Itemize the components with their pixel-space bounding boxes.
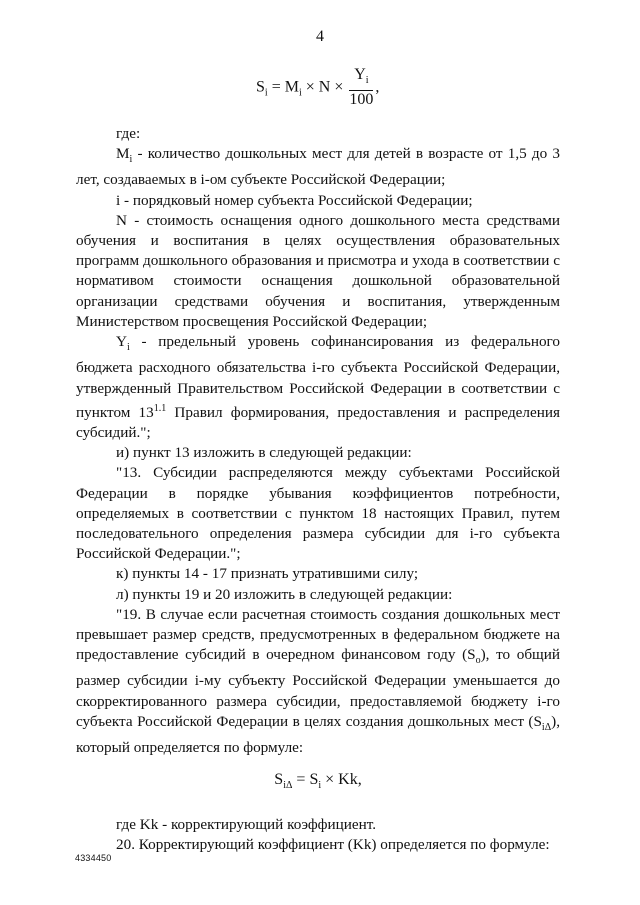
formula-si-m-sub: i bbox=[298, 87, 302, 99]
fraction-denominator: 100 bbox=[349, 91, 374, 109]
formula-si-lhs-sub: i bbox=[264, 87, 268, 99]
formula-si-tail: , bbox=[375, 78, 380, 96]
paragraph-13: "13. Субсидии распределяются между субъектами Российской Федерации в порядке убывания коэффициентов потребности, определяемых в соответствии с пунктом 18 настоящих Правил, путем последовательного определения размера субсидии для i-го субъекта Российской Федерации."; bbox=[76, 464, 560, 563]
formula-sid: $S_{i\Delta} = S_i \times Kk$, bbox=[274, 771, 362, 792]
item-l: л) пункты 19 и 20 изложить в следующей редакции: bbox=[116, 585, 453, 603]
kk-definition: где Kk - корректирующий коэффициент. bbox=[116, 815, 377, 833]
formula-si-times-2: × bbox=[334, 78, 344, 96]
formula-si-n: N bbox=[318, 78, 331, 96]
definition-yi: $Y_i$ - предельный уровень софинансирования из федерального бюджета расходного обязательства i-го субъекта Российской Федерации, утвержденный Правительством Российской Федерации в соответствии с пунктом $13^{1.1}$ Правил формирования, предоставления и распределения субсидий."; bbox=[76, 333, 560, 441]
document-code: 4334450 bbox=[75, 853, 112, 863]
paragraph-20: 20. Корректирующий коэффициент (Kk) определяется по формуле: bbox=[116, 835, 550, 853]
item-k: к) пункты 14 - 17 признать утратившими силу; bbox=[116, 565, 419, 583]
formula-si bbox=[256, 66, 379, 109]
definition-i: i - порядковый номер субъекта Российской Федерации; bbox=[116, 191, 473, 209]
document-body bbox=[76, 124, 560, 855]
formula-si-lhs: S bbox=[256, 78, 265, 96]
where-label: где: bbox=[116, 125, 141, 142]
item-i: и) пункт 13 изложить в следующей редакции: bbox=[116, 444, 412, 462]
formula-si-eq: = bbox=[271, 78, 281, 96]
definition-n: N - стоимость оснащения одного дошкольного места средствами обучения и воспитания в целях осуществления образовательных программ дошкольного образования и присмотра и ухода в соответствии с нормативом стоимости оснащения дошкольной образовательной организации средствами обучения и воспитания, утвержденным Министерством просвещения Российской Федерации; bbox=[76, 211, 560, 330]
page-number: 4 bbox=[316, 28, 324, 45]
formula-si-fraction bbox=[349, 66, 373, 109]
paragraph-19: "19. В случае если расчетная стоимость создания дошкольных мест превышает размер средств, предусмотренных в федеральном бюджете на предоставление субсидий в очередном финансовом году $(S_o)$, то общий размер субсидии i-му субъекту Российской Федерации уменьшается до скорректированного размера субсидии, предоставляемой бюджету i-го субъекта Российской Федерации в целях создания дошкольных мест $(S_{i\Delta})$, который определяется по формуле: bbox=[76, 605, 560, 757]
fraction-numerator: $Y_i$ bbox=[349, 66, 373, 91]
definition-mi: $M_i$ - количество дошкольных мест для детей в возрасте от 1,5 до 3 лет, создаваемых в i-ом субъекте Российской Федерации; bbox=[76, 145, 560, 189]
formula-si-m: M bbox=[284, 78, 299, 96]
formula-si-times-1: × bbox=[305, 78, 315, 96]
